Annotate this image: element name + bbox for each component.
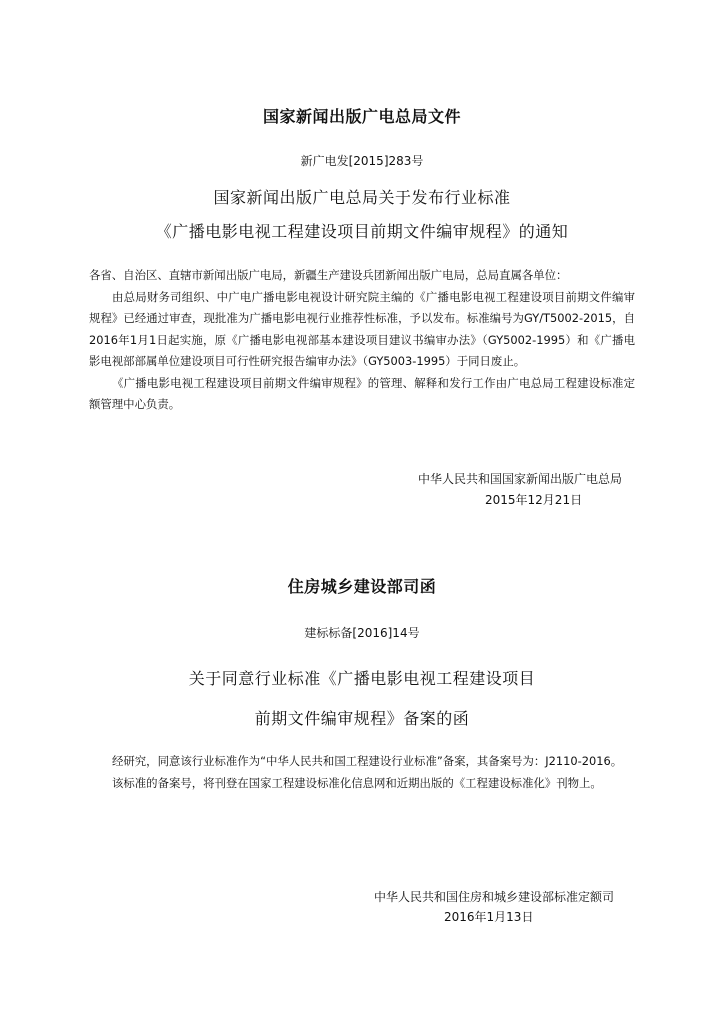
doc2-date: 2016年1月13日 <box>444 910 534 924</box>
doc1-salutation: 各省、自治区、直辖市新闻出版广电局，新疆生产建设兵团新闻出版广电局，总局直属各单位： <box>89 268 568 282</box>
doc1-doc-number: 新广电发[2015]283号 <box>300 154 424 168</box>
doc2-header: 住房城乡建设部司函 <box>287 577 437 596</box>
doc2-paragraph: 该标准的备案号，将刊登在国家工程建设标准化信息网和近期出版的《工程建设标准化》刊物上。 <box>112 775 602 790</box>
doc2-body <box>89 751 635 794</box>
doc2-doc-number: 建标标备[2016]14号 <box>304 626 420 640</box>
doc1-signature: 中华人民共和国国家新闻出版广电总局 <box>418 472 623 486</box>
doc1-body <box>89 265 635 416</box>
doc2-title-line2: 前期文件编审规程》备案的函 <box>254 709 470 728</box>
doc1-paragraph: 由总局财务司组织、中广电广播电影电视设计研究院主编的《广播电影电视工程建设项目前期文件编审规程》已经通过审查，现批准为广播电影电视行业推荐性标准，予以发布。标准编号为GY/T5002-2015，自2016年1月1日起实施，原《广播电影电视部基本建设项目建议书编审办法》（GY5002-1995）和《广播电影电视部部属单位建设项目可行性研究报告编审办法》（GY5003-1995）于同日废止。 <box>89 289 635 368</box>
doc2-paragraph: 经研究，同意该行业标准作为“中华人民共和国工程建设行业标准”备案，其备案号为：J2110-2016。 <box>112 754 623 768</box>
doc1-title-line2: 《广播电影电视工程建设项目前期文件编审规程》的通知 <box>155 222 569 241</box>
doc2-title-line1: 关于同意行业标准《广播电影电视工程建设项目 <box>188 669 536 688</box>
doc1-paragraph: 《广播电影电视工程建设项目前期文件编审规程》的管理、解释和发行工作由广电总局工程建设标准定额管理中心负责。 <box>89 375 635 411</box>
doc1-date: 2015年12月21日 <box>485 493 583 507</box>
doc2-signature: 中华人民共和国住房和城乡建设部标准定额司 <box>374 890 615 904</box>
doc1-header: 国家新闻出版广电总局文件 <box>262 107 461 126</box>
doc1-title-line1: 国家新闻出版广电总局关于发布行业标准 <box>213 188 511 207</box>
